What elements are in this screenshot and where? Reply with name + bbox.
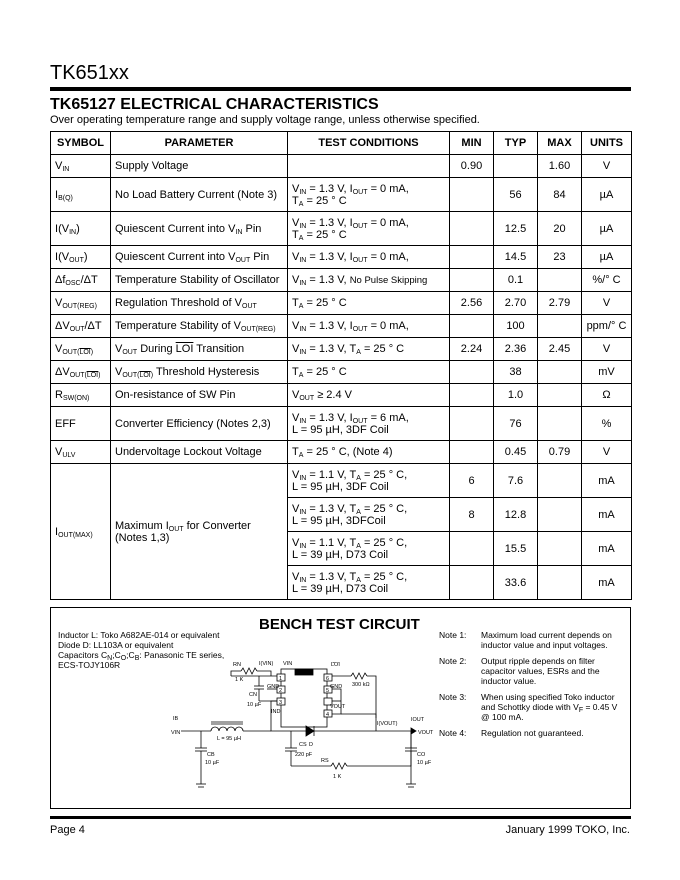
max-cell <box>538 532 582 566</box>
note-3: Note 3: When using specified Toko inductor and Schottky diode with $V_F = 0.45$ V @ 100 mA. <box>439 692 618 722</box>
min-cell <box>450 384 494 407</box>
units-cell: mA <box>582 498 632 532</box>
max-cell: 0.79 <box>538 441 582 464</box>
section-title: TK65127 ELECTRICAL CHARACTERISTICS <box>50 96 379 113</box>
symbol-cell: $\Delta V_{OUT}/\Delta T$ <box>51 315 111 338</box>
header-typ: TYP <box>494 132 538 155</box>
min-cell <box>450 532 494 566</box>
label-vin-pin: VIN <box>283 661 293 667</box>
units-cell: mA <box>582 532 632 566</box>
bench-title: BENCH TEST CIRCUIT <box>259 616 420 633</box>
conditions-cell: $T_A = 25$ ° C <box>288 361 450 384</box>
units-cell: V <box>582 441 632 464</box>
table-header-row <box>51 132 632 155</box>
parameter-cell: Temperature Stability of Oscillator <box>111 269 288 292</box>
circuit-schematic <box>171 656 441 801</box>
label-gnd-pin-2: GND <box>330 684 343 690</box>
symbol-cell: $I_{OUT(MAX)}$ <box>51 464 111 600</box>
min-cell: 8 <box>450 498 494 532</box>
label-ivout: I(VOUT) <box>377 721 398 727</box>
conditions-cell: $V_{IN} = 1.3$ V, $T_A = 25$ ° C, L = 95 µH, 3DFCoil <box>288 498 450 532</box>
table-row <box>51 246 632 269</box>
header-symbol: SYMBOL <box>51 132 111 155</box>
diode-d <box>306 726 314 736</box>
symbol-cell: $\Delta f_{OSC}/\Delta T$ <box>51 269 111 292</box>
conditions-cell: $V_{IN} = 1.1$ V, $T_A = 25$ ° C, L = 95 µH, 3DF Coil <box>288 464 450 498</box>
typ-cell <box>494 155 538 178</box>
table-row <box>51 361 632 384</box>
units-cell: Ω <box>582 384 632 407</box>
symbol-cell: $I_{B(Q)}$ <box>51 178 111 212</box>
label-cs: CS <box>299 742 307 748</box>
max-cell: 2.45 <box>538 338 582 361</box>
conditions-cell <box>288 155 450 178</box>
parameter-cell: $V_{OUT(\overline{LOI})}$ Threshold Hysteresis <box>111 361 288 384</box>
conditions-cell: $V_{IN} = 1.3$ V, $I_{OUT} = 0$ mA, <box>288 315 450 338</box>
max-cell <box>538 384 582 407</box>
min-cell <box>450 441 494 464</box>
conditions-cell: $V_{IN} = 1.3$ V, $T_A = 25$ ° C, L = 39 µH, D73 Coil <box>288 566 450 600</box>
max-cell <box>538 407 582 441</box>
pin-5-label: 5 <box>326 688 330 694</box>
units-cell: V <box>582 338 632 361</box>
typ-cell: 56 <box>494 178 538 212</box>
min-cell <box>450 566 494 600</box>
table-row <box>51 315 632 338</box>
max-cell <box>538 498 582 532</box>
units-cell: mV <box>582 361 632 384</box>
label-ivin: I(VIN) <box>259 661 274 667</box>
conditions-cell: $T_A = 25$ ° C, (Note 4) <box>288 441 450 464</box>
conditions-cell: $V_{IN} = 1.1$ V, $T_A = 25$ ° C, L = 39 µH, D73 Coil <box>288 532 450 566</box>
parameter-cell: No Load Battery Current (Note 3) <box>111 178 288 212</box>
label-rn-value: 1 K <box>235 677 244 683</box>
symbol-cell: $V_{IN}$ <box>51 155 111 178</box>
typ-cell: 33.6 <box>494 566 538 600</box>
label-co: CO <box>417 752 426 758</box>
table-row <box>51 407 632 441</box>
typ-cell: 15.5 <box>494 532 538 566</box>
typ-cell: 12.8 <box>494 498 538 532</box>
typ-cell: 38 <box>494 361 538 384</box>
table-row <box>51 292 632 315</box>
typ-cell: 14.5 <box>494 246 538 269</box>
max-cell <box>538 361 582 384</box>
symbol-cell: $I(V_{IN})$ <box>51 212 111 246</box>
conditions-cell: $V_{IN} = 1.3$ V, $T_A = 25$ ° C <box>288 338 450 361</box>
component-capacitors: Capacitors $C_N;C_O;C_B$: Panasonic TE series, <box>58 650 225 662</box>
resistor-rs <box>331 763 347 769</box>
parameter-cell: Maximum $I_{OUT}$ for Converter (Notes 1,3) <box>111 464 288 600</box>
conditions-cell: $V_{IN} = 1.3$ V, No Pulse Skipping <box>288 269 450 292</box>
parameter-cell: Quiescent Current into $V_{IN}$ Pin <box>111 212 288 246</box>
max-cell <box>538 315 582 338</box>
label-inductor-value: L = 95 µH <box>217 736 241 742</box>
table-row <box>51 441 632 464</box>
parameter-cell: Quiescent Current into $V_{OUT}$ Pin <box>111 246 288 269</box>
units-cell: % <box>582 407 632 441</box>
label-rn: RN <box>233 662 241 668</box>
symbol-cell: EFF <box>51 407 111 441</box>
min-cell: 2.56 <box>450 292 494 315</box>
min-cell <box>450 269 494 292</box>
conditions-cell: $V_{IN} = 1.3$ V, $I_{OUT} = 0$ mA, $T_A = 25$ ° C <box>288 212 450 246</box>
conditions-cell: $V_{OUT} \ge 2.4$ V <box>288 384 450 407</box>
conditions-cell: $T_A = 25$ ° C <box>288 292 450 315</box>
table-row <box>51 155 632 178</box>
inductor-l <box>211 727 243 731</box>
units-cell: %/° C <box>582 269 632 292</box>
table-row <box>51 384 632 407</box>
min-cell <box>450 361 494 384</box>
document-title: TK651xx <box>50 62 129 84</box>
min-cell: 0.90 <box>450 155 494 178</box>
max-cell: 20 <box>538 212 582 246</box>
symbol-cell: $R_{SW(ON)}$ <box>51 384 111 407</box>
header-parameter: PARAMETER <box>111 132 288 155</box>
note-1: Note 1: Maximum load current depends on inductor value and input voltages. <box>439 630 612 650</box>
symbol-cell: $\Delta V_{OUT(\overline{LOI})}$ <box>51 361 111 384</box>
table-row <box>51 178 632 212</box>
pin-3-label: 3 <box>279 700 283 706</box>
min-cell <box>450 178 494 212</box>
section-subtitle: Over operating temperature range and supply voltage range, unless otherwise specified. <box>50 114 480 126</box>
component-part-number: ECS-TOJY106R <box>58 660 121 670</box>
units-cell: V <box>582 292 632 315</box>
typ-cell: 0.45 <box>494 441 538 464</box>
typ-cell: 12.5 <box>494 212 538 246</box>
pin-1-label: 1 <box>279 676 283 682</box>
label-iout: IOUT <box>411 717 425 723</box>
max-cell: 23 <box>538 246 582 269</box>
units-cell: ppm/° C <box>582 315 632 338</box>
label-co-value: 10 µF <box>417 760 432 766</box>
symbol-cell: $I(V_{OUT})$ <box>51 246 111 269</box>
pin-6-label: 6 <box>326 676 330 682</box>
note-2: Note 2: Output ripple depends on filter capacitor values, ESRs and the inductor value. <box>439 656 600 686</box>
note-4: Note 4: Regulation not guaranteed. <box>439 728 584 738</box>
label-vin-source: VIN <box>171 730 181 736</box>
units-cell: mA <box>582 566 632 600</box>
header-max: MAX <box>538 132 582 155</box>
typ-cell: 7.6 <box>494 464 538 498</box>
notes-list <box>439 630 624 744</box>
min-cell <box>450 315 494 338</box>
header-min: MIN <box>450 132 494 155</box>
label-ib: IB <box>173 716 179 722</box>
label-cs-value: 220 pF <box>295 752 313 758</box>
min-cell: 6 <box>450 464 494 498</box>
ic-body <box>281 669 330 727</box>
max-cell <box>538 269 582 292</box>
label-cb: CB <box>207 752 215 758</box>
electrical-characteristics-table <box>50 131 632 600</box>
label-diode: D <box>309 742 313 748</box>
footer-rule <box>50 816 631 819</box>
label-cn: CN <box>249 692 257 698</box>
header-test-conditions: TEST CONDITIONS <box>288 132 450 155</box>
max-cell: 2.79 <box>538 292 582 315</box>
pin-2-label: 2 <box>279 688 283 694</box>
units-cell: µA <box>582 212 632 246</box>
max-cell <box>538 566 582 600</box>
label-vout-output: VOUT <box>418 730 434 736</box>
typ-cell: 100 <box>494 315 538 338</box>
conditions-cell: $V_{IN} = 1.3$ V, $I_{OUT} = 0$ mA, <box>288 246 450 269</box>
typ-cell: 76 <box>494 407 538 441</box>
component-diode: Diode D: LL103A or equivalent <box>58 640 174 650</box>
parameter-cell: Regulation Threshold of $V_{OUT}$ <box>111 292 288 315</box>
units-cell: µA <box>582 178 632 212</box>
bench-test-circuit-box <box>50 607 631 809</box>
table-row <box>51 212 632 246</box>
label-gnd-pin: GND <box>267 684 280 690</box>
resistor-300k <box>351 673 367 679</box>
typ-cell: 2.36 <box>494 338 538 361</box>
conditions-cell: $V_{IN} = 1.3$ V, $I_{OUT} = 6$ mA, L = 95 µH, 3DF Coil <box>288 407 450 441</box>
resistor-rn <box>241 668 257 674</box>
min-cell <box>450 407 494 441</box>
symbol-cell: $V_{ULV}$ <box>51 441 111 464</box>
conditions-cell: $V_{IN} = 1.3$ V, $I_{OUT} = 0$ mA, $T_A = 25$ ° C <box>288 178 450 212</box>
label-rs-value: 1 K <box>333 774 342 780</box>
header-units: UNITS <box>582 132 632 155</box>
table-row <box>51 338 632 361</box>
typ-cell: 1.0 <box>494 384 538 407</box>
parameter-cell: Converter Efficiency (Notes 2,3) <box>111 407 288 441</box>
units-cell: µA <box>582 246 632 269</box>
table-row <box>51 464 632 498</box>
parameter-cell: On-resistance of SW Pin <box>111 384 288 407</box>
parameter-cell: Undervoltage Lockout Voltage <box>111 441 288 464</box>
min-cell <box>450 246 494 269</box>
label-loi-pin: LOI <box>331 662 340 668</box>
units-cell: V <box>582 155 632 178</box>
min-cell: 2.24 <box>450 338 494 361</box>
page-number: Page 4 <box>50 824 85 836</box>
typ-cell: 2.70 <box>494 292 538 315</box>
label-cn-value: 10 µF <box>247 702 262 708</box>
footer-date: January 1999 TOKO, Inc. <box>505 824 630 836</box>
parameter-cell: $V_{OUT}$ During $\overline{LOI}$ Transition <box>111 338 288 361</box>
pin-4-label: 4 <box>326 712 330 718</box>
max-cell: 84 <box>538 178 582 212</box>
label-vout-pin: VOUT <box>330 704 346 710</box>
label-300k: 300 kΩ <box>352 682 370 688</box>
component-inductor: Inductor L: Toko A682AE-014 or equivalent <box>58 630 220 640</box>
symbol-cell: $V_{OUT(\overline{LOI})}$ <box>51 338 111 361</box>
typ-cell: 0.1 <box>494 269 538 292</box>
parameter-cell: Supply Voltage <box>111 155 288 178</box>
wire-rn <box>231 671 241 676</box>
max-cell: 1.60 <box>538 155 582 178</box>
label-cb-value: 10 µF <box>205 760 220 766</box>
header-rule <box>50 87 631 91</box>
units-cell: mA <box>582 464 632 498</box>
max-cell <box>538 464 582 498</box>
label-rs: RS <box>321 758 329 764</box>
ic-notch <box>295 669 313 675</box>
label-ind-pin: IND <box>271 709 281 715</box>
table-row <box>51 269 632 292</box>
symbol-cell: $V_{OUT(REG)}$ <box>51 292 111 315</box>
min-cell <box>450 212 494 246</box>
parameter-cell: Temperature Stability of $V_{OUT(REG)}$ <box>111 315 288 338</box>
